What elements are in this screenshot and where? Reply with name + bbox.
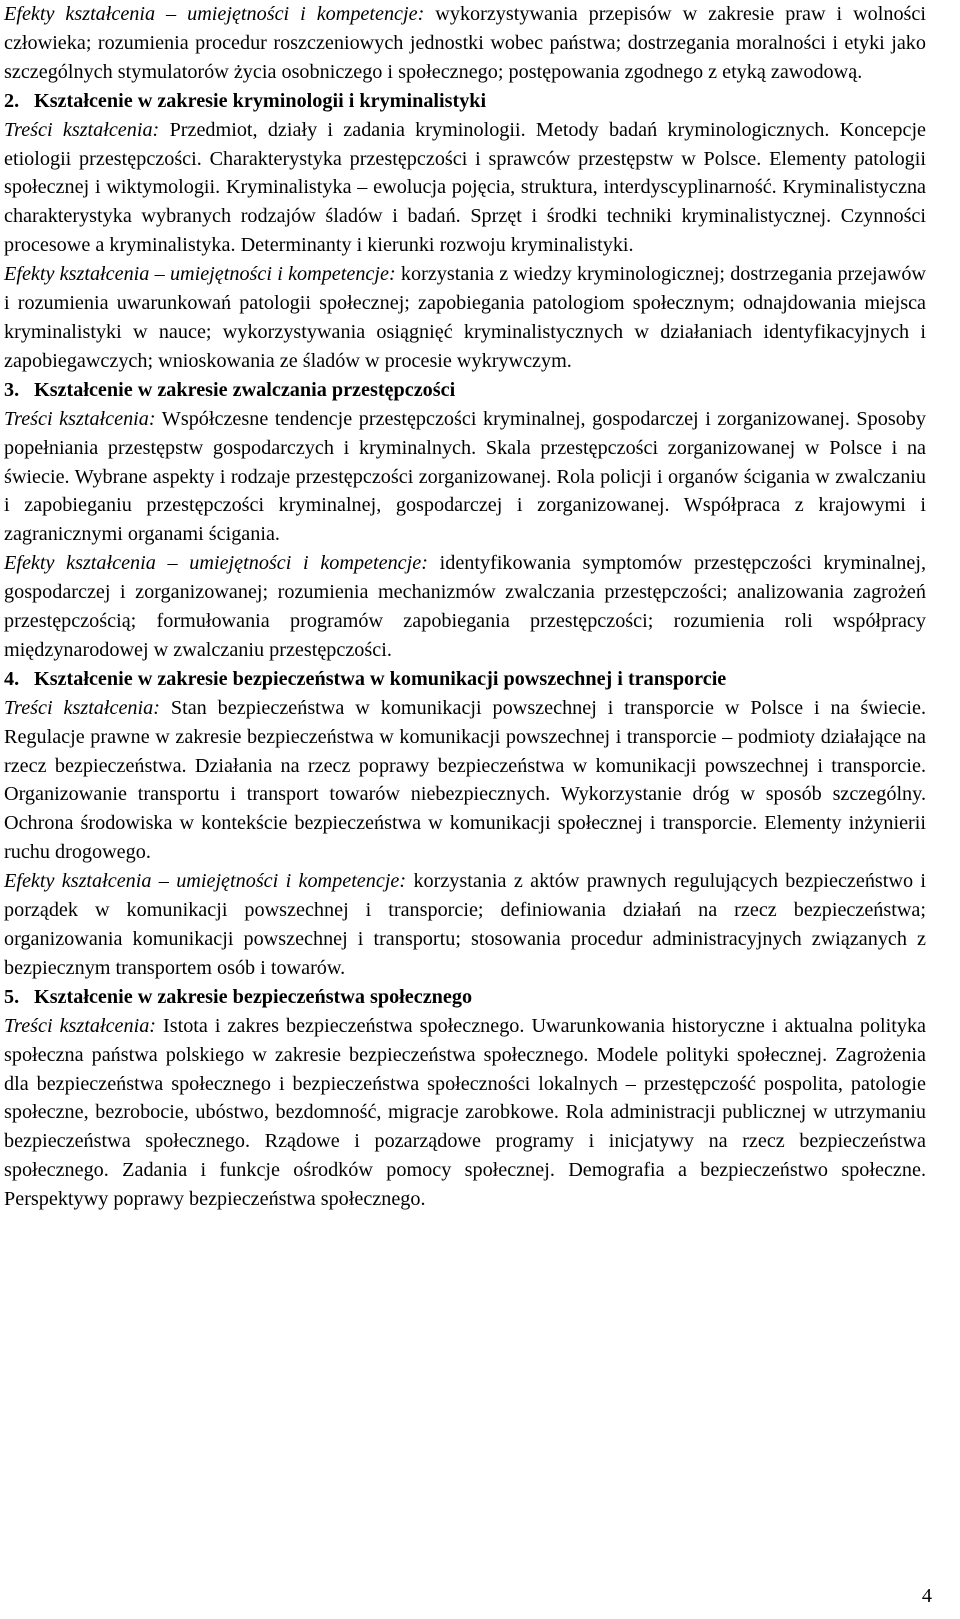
content-text: Stan bezpieczeństwa w komunikacji powszechnej i transporcie w Polsce i na świecie. Regulacje prawne w zakresie bezpieczeństwa w komunikacji powszechnej i transporcie – podmioty działające na rzecz bezpieczeństwa. Działania na rzecz poprawy bezpieczeństwa w komunikacji powszechnej i transporcie. Organizowanie transportu i transport towarów niebezpiecznych. Wykorzystanie dróg w sposób szczególny. Ochrona środowiska w kontekście bezpieczeństwa w komunikacji społecznej i transporcie. Elementy inżynierii ruchu drogowego. xyxy=(4,696,927,864)
content-text: Współczesne tendencje przestępczości kryminalnej, gospodarczej i zorganizowanej. Sposoby popełniania przestępstw gospodarczych i kryminalnych. Skala przestępczości zorganizowanej w Polsce i na świecie. Wybrane aspekty i rodzaje przestępczości zorganizowanej. Rola policji i organów ścigania w zwalczaniu i zapobieganiu przestępczości kryminalnej, gospodarczej i zorganizowanej. Współpraca z krajowymi i zagranicznymi organami ścigania. xyxy=(4,407,926,546)
section-number: 5. xyxy=(4,985,20,1008)
section-title: Kształcenie w zakresie bezpieczeństwa w komunikacji powszechnej i transporcie xyxy=(34,667,727,690)
section-number: 4. xyxy=(4,667,20,690)
content-text: Istota i zakres bezpieczeństwa społecznego. Uwarunkowania historyczne i aktualna polityka społeczna państwa polskiego w zakresie bezpieczeństwa społecznego. Modele polityki społecznej. Zagrożenia dla bezpieczeństwa społecznego i bezpieczeństwa społeczności lokalnych – przestępczość pospolita, patologie społeczne, bezrobocie, ubóstwo, bezdomność, migracje zarobkowe. Rola administracji publicznej w utrzymaniu bezpieczeństwa społecznego. Rządowe i pozarządowe programy i inicjatywy na rzecz bezpieczeństwa społecznego. Zadania i funkcje ośrodków pomocy społecznej. Demografia a bezpieczeństwo społeczne. Perspektywy poprawy bezpieczeństwa społecznego. xyxy=(4,1014,927,1211)
document-page xyxy=(4,0,926,1214)
content-label: Treści kształcenia: xyxy=(4,407,156,430)
section-title: Kształcenie w zakresie zwalczania przestępczości xyxy=(34,378,456,401)
outcomes-paragraph xyxy=(4,867,926,983)
content-text: Przedmiot, działy i zadania kryminologii. Metody badań kryminologicznych. Koncepcje etiologii przestępczości. Charakterystyka przestępczości i sprawców przestępstw w Polsce. Elementy patologii społecznej i wiktymologii. Kryminalistyka – ewolucja pojęcia, struktura, interdyscyplinarność. Kryminalistyczna charakterystyka wybranych rodzajów śladów i badań. Sprzęt i środki techniki kryminalistycznej. Czynności procesowe a kryminalistyka. Determinanty i kierunki rozwoju kryminalistyki. xyxy=(4,118,927,257)
content-paragraph xyxy=(4,694,926,867)
page-number: 4 xyxy=(921,1585,932,1607)
outcomes-text: korzystania z aktów prawnych regulujących bezpieczeństwo i porządek w komunikacji powszechnej i transporcie; definiowania działań na rzecz bezpieczeństwa; organizowania komunikacji powszechnej i transportu; stosowania procedur administracyjnych związanych z bezpiecznym transportem osób i towarów. xyxy=(4,870,926,979)
content-label: Treści kształcenia: xyxy=(4,696,160,719)
outcomes-label: Efekty kształcenia – umiejętności i kompetencje: xyxy=(4,552,428,575)
outcomes-label: Efekty kształcenia – umiejętności i kompetencje: xyxy=(4,870,407,893)
content-paragraph xyxy=(4,1012,926,1214)
content-label: Treści kształcenia: xyxy=(4,118,160,141)
content-label: Treści kształcenia: xyxy=(4,1014,157,1037)
intro-outcomes-paragraph xyxy=(4,0,926,87)
content-paragraph xyxy=(4,116,926,261)
outcomes-label: Efekty kształcenia – umiejętności i kompetencje: xyxy=(4,263,396,286)
section-number: 2. xyxy=(4,89,20,112)
outcomes-text: wykorzystywania przepisów w zakresie praw i wolności człowieka; rozumienia procedur roszczeniowych jednostki wobec państwa; dostrzegania moralności i etyki jako szczególnych stymulatorów życia osobniczego i społecznego; postępowania zgodnego z etyką zawodową. xyxy=(4,3,926,83)
outcomes-text: identyfikowania symptomów przestępczości kryminalnej, gospodarczej i zorganizowanej; rozumienia mechanizmów zwalczania przestępczości; analizowania zagrożeń przestępczością; formułowania programów zapobiegania przestępczości; rozumienia roli współpracy międzynarodowej w zwalczaniu przestępczości. xyxy=(4,552,927,661)
outcomes-paragraph xyxy=(4,549,926,665)
content-paragraph xyxy=(4,405,926,550)
section-heading xyxy=(4,376,926,405)
section-title: Kształcenie w zakresie bezpieczeństwa społecznego xyxy=(34,985,473,1008)
outcomes-paragraph xyxy=(4,260,926,376)
outcomes-text: korzystania z wiedzy kryminologicznej; dostrzegania przejawów i rozumienia uwarunkowań patologii społecznej; zapobiegania patologiom społecznym; odnajdowania miejsca kryminalistyki w nauce; wykorzystywania osiągnięć kryminalistycznych w działaniach identyfikacyjnych i zapobiegawczych; wnioskowania ze śladów w procesie wykrywczym. xyxy=(4,263,927,372)
outcomes-label: Efekty kształcenia – umiejętności i kompetencje: xyxy=(4,3,425,25)
section-title: Kształcenie w zakresie kryminologii i kryminalistyki xyxy=(34,89,487,112)
section-heading xyxy=(4,983,926,1012)
section-heading xyxy=(4,665,926,694)
section-number: 3. xyxy=(4,378,20,401)
section-heading xyxy=(4,87,926,116)
